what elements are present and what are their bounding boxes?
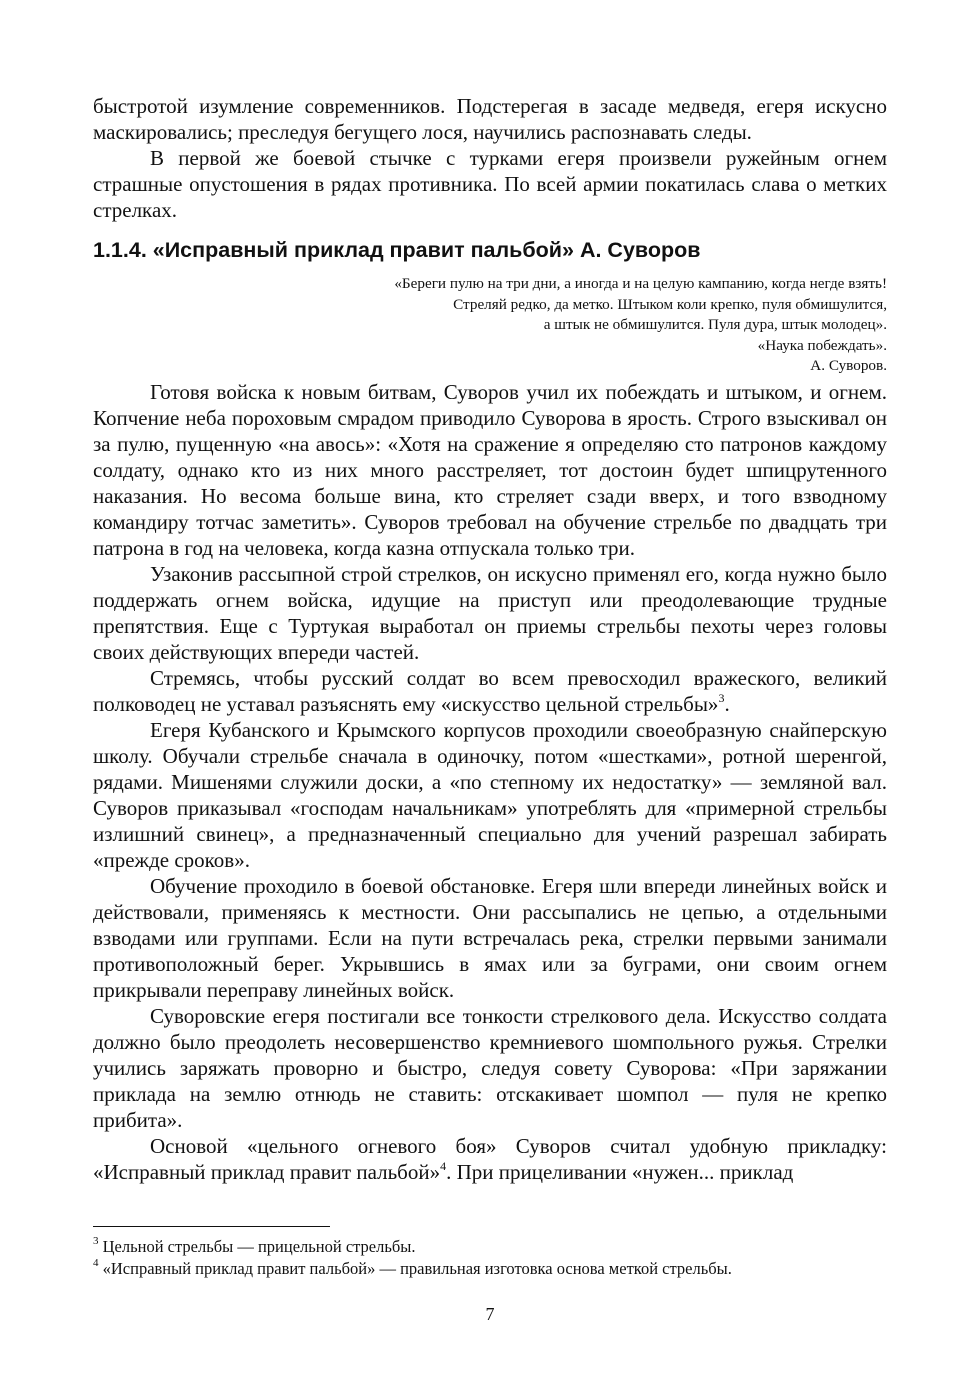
footnote-mark: 3: [93, 1234, 99, 1247]
paragraph: Егеря Кубанского и Крымского корпусов проходили своеобразную снайперскую школу. Обучали стрельбе сначала в одиночку, потом «шестками», ротной шеренгой, рядами. Мишенями служили доски, а «по степному их недостатку» — земляной вал. Суворов приказывал «господам начальникам» употреблять для «примерной стрельбы излишний свинец», а предназначенный специально для учений разрешал забирать «прежде сроков».: [93, 717, 887, 872]
paragraph-tail: .: [724, 691, 730, 716]
footnote: [93, 1236, 887, 1258]
section-heading: 1.1.4. «Исправный приклад правит пальбой» А. Суворов: [93, 238, 701, 262]
epigraph-line: а штык не обмишулится. Пуля дура, штык молодец».: [543, 316, 887, 333]
epigraph-source: «Наука побеждать».: [757, 336, 887, 354]
page-number: 7: [485, 1304, 495, 1324]
paragraph-tail: . При прицеливании «нужен... приклад: [446, 1159, 794, 1184]
footnotes: [93, 1236, 887, 1280]
epigraph-line: Стреляй редко, да метко. Штыком коли крепко, пуля обмишулится,: [453, 295, 887, 313]
paragraph: Готовя войска к новым битвам, Суворов учил их побеждать и штыком, и огнем. Копчение неба пороховым смрадом приводило Суворова в ярость. Строго взыскивал он за пулю, пущенную «на авось»: «Хотя на сражение я определяю сто патронов каждому солдату, однако кто из них много расстреляет, тот достоин будет шпицрутенного наказания. Но весома больше вина, кто стреляет сзади вверх, и того взводному командиру тотчас заметить». Суворов требовал на обучение стрельбе по двадцать три патрона в год на человека, когда казна отпускала только три.: [93, 379, 887, 560]
footnote-mark: 4: [93, 1256, 99, 1269]
epigraph-author: А. Суворов.: [810, 357, 887, 374]
epigraph-line: «Береги пулю на три дни, а иногда и на целую кампанию, когда негде взять!: [394, 275, 887, 292]
footnote-ref[interactable]: 3: [718, 690, 725, 705]
footnote-divider: [93, 1226, 330, 1227]
paragraph-intro-continuation: быстротой изумление современников. Подстерегая в засаде медведя, егеря искусно маскировались; преследуя бегущего лося, научились распознавать следы.: [93, 94, 887, 144]
paragraph: Узаконив рассыпной строй стрелков, он искусно применял его, когда нужно было поддержать огнем войска, идущие на приступ или преодолевающие трудные препятствия. Еще с Туртукая выработал он приемы стрельбы пехоты через головы своих действующих впереди частей.: [93, 561, 887, 664]
footnote: [93, 1258, 887, 1280]
page-body: [93, 93, 887, 1185]
footnote-text: Цельной стрельбы — прицельной стрельбы.: [98, 1237, 416, 1256]
paragraph: Суворовские егеря постигали все тонкости стрелкового дела. Искусство солдата должно было преодолеть несовершенство кремниевого шомпольного ружья. Стрелки учились заряжать проворно и быстро, следуя совету Суворова: «При заряжании приклада на землю отнюдь не ставить: отскакивает шомпол — пуля не крепко прибита».: [93, 1003, 887, 1132]
epigraph: [93, 274, 887, 377]
footnote-ref[interactable]: 4: [440, 1158, 447, 1173]
paragraph-with-footnote: [93, 665, 887, 717]
paragraph-with-footnote: [93, 1133, 887, 1185]
paragraph: Обучение проходило в боевой обстановке. Егеря шли впереди линейных войск и действовали, применяясь к местности. Они рассыпались не цепью, а отдельными взводами или группами. Если на пути встречалась река, стрелки первыми занимали противоположный берег. Укрывшись в ямах или за буграми, они своим огнем прикрывали переправу линейных войск.: [93, 873, 887, 1002]
paragraph-text: Стремясь, чтобы русский солдат во всем превосходил вражеского, великий полководец не уставал разъяснять ему «искусство цельной стрельбы»: [93, 665, 887, 716]
footnote-text: «Исправный приклад правит пальбой» — правильная изготовка основа меткой стрельбы.: [98, 1259, 732, 1278]
paragraph-intro-battle: В первой же боевой стычке с турками егеря произвели ружейным огнем страшные опустошения в рядах противника. По всей армии покатилась слава о метких стрелках.: [93, 146, 887, 222]
paragraph-text: Основой «цельного огневого боя» Суворов считал удобную прикладку: «Исправный приклад правит пальбой»: [93, 1133, 887, 1184]
